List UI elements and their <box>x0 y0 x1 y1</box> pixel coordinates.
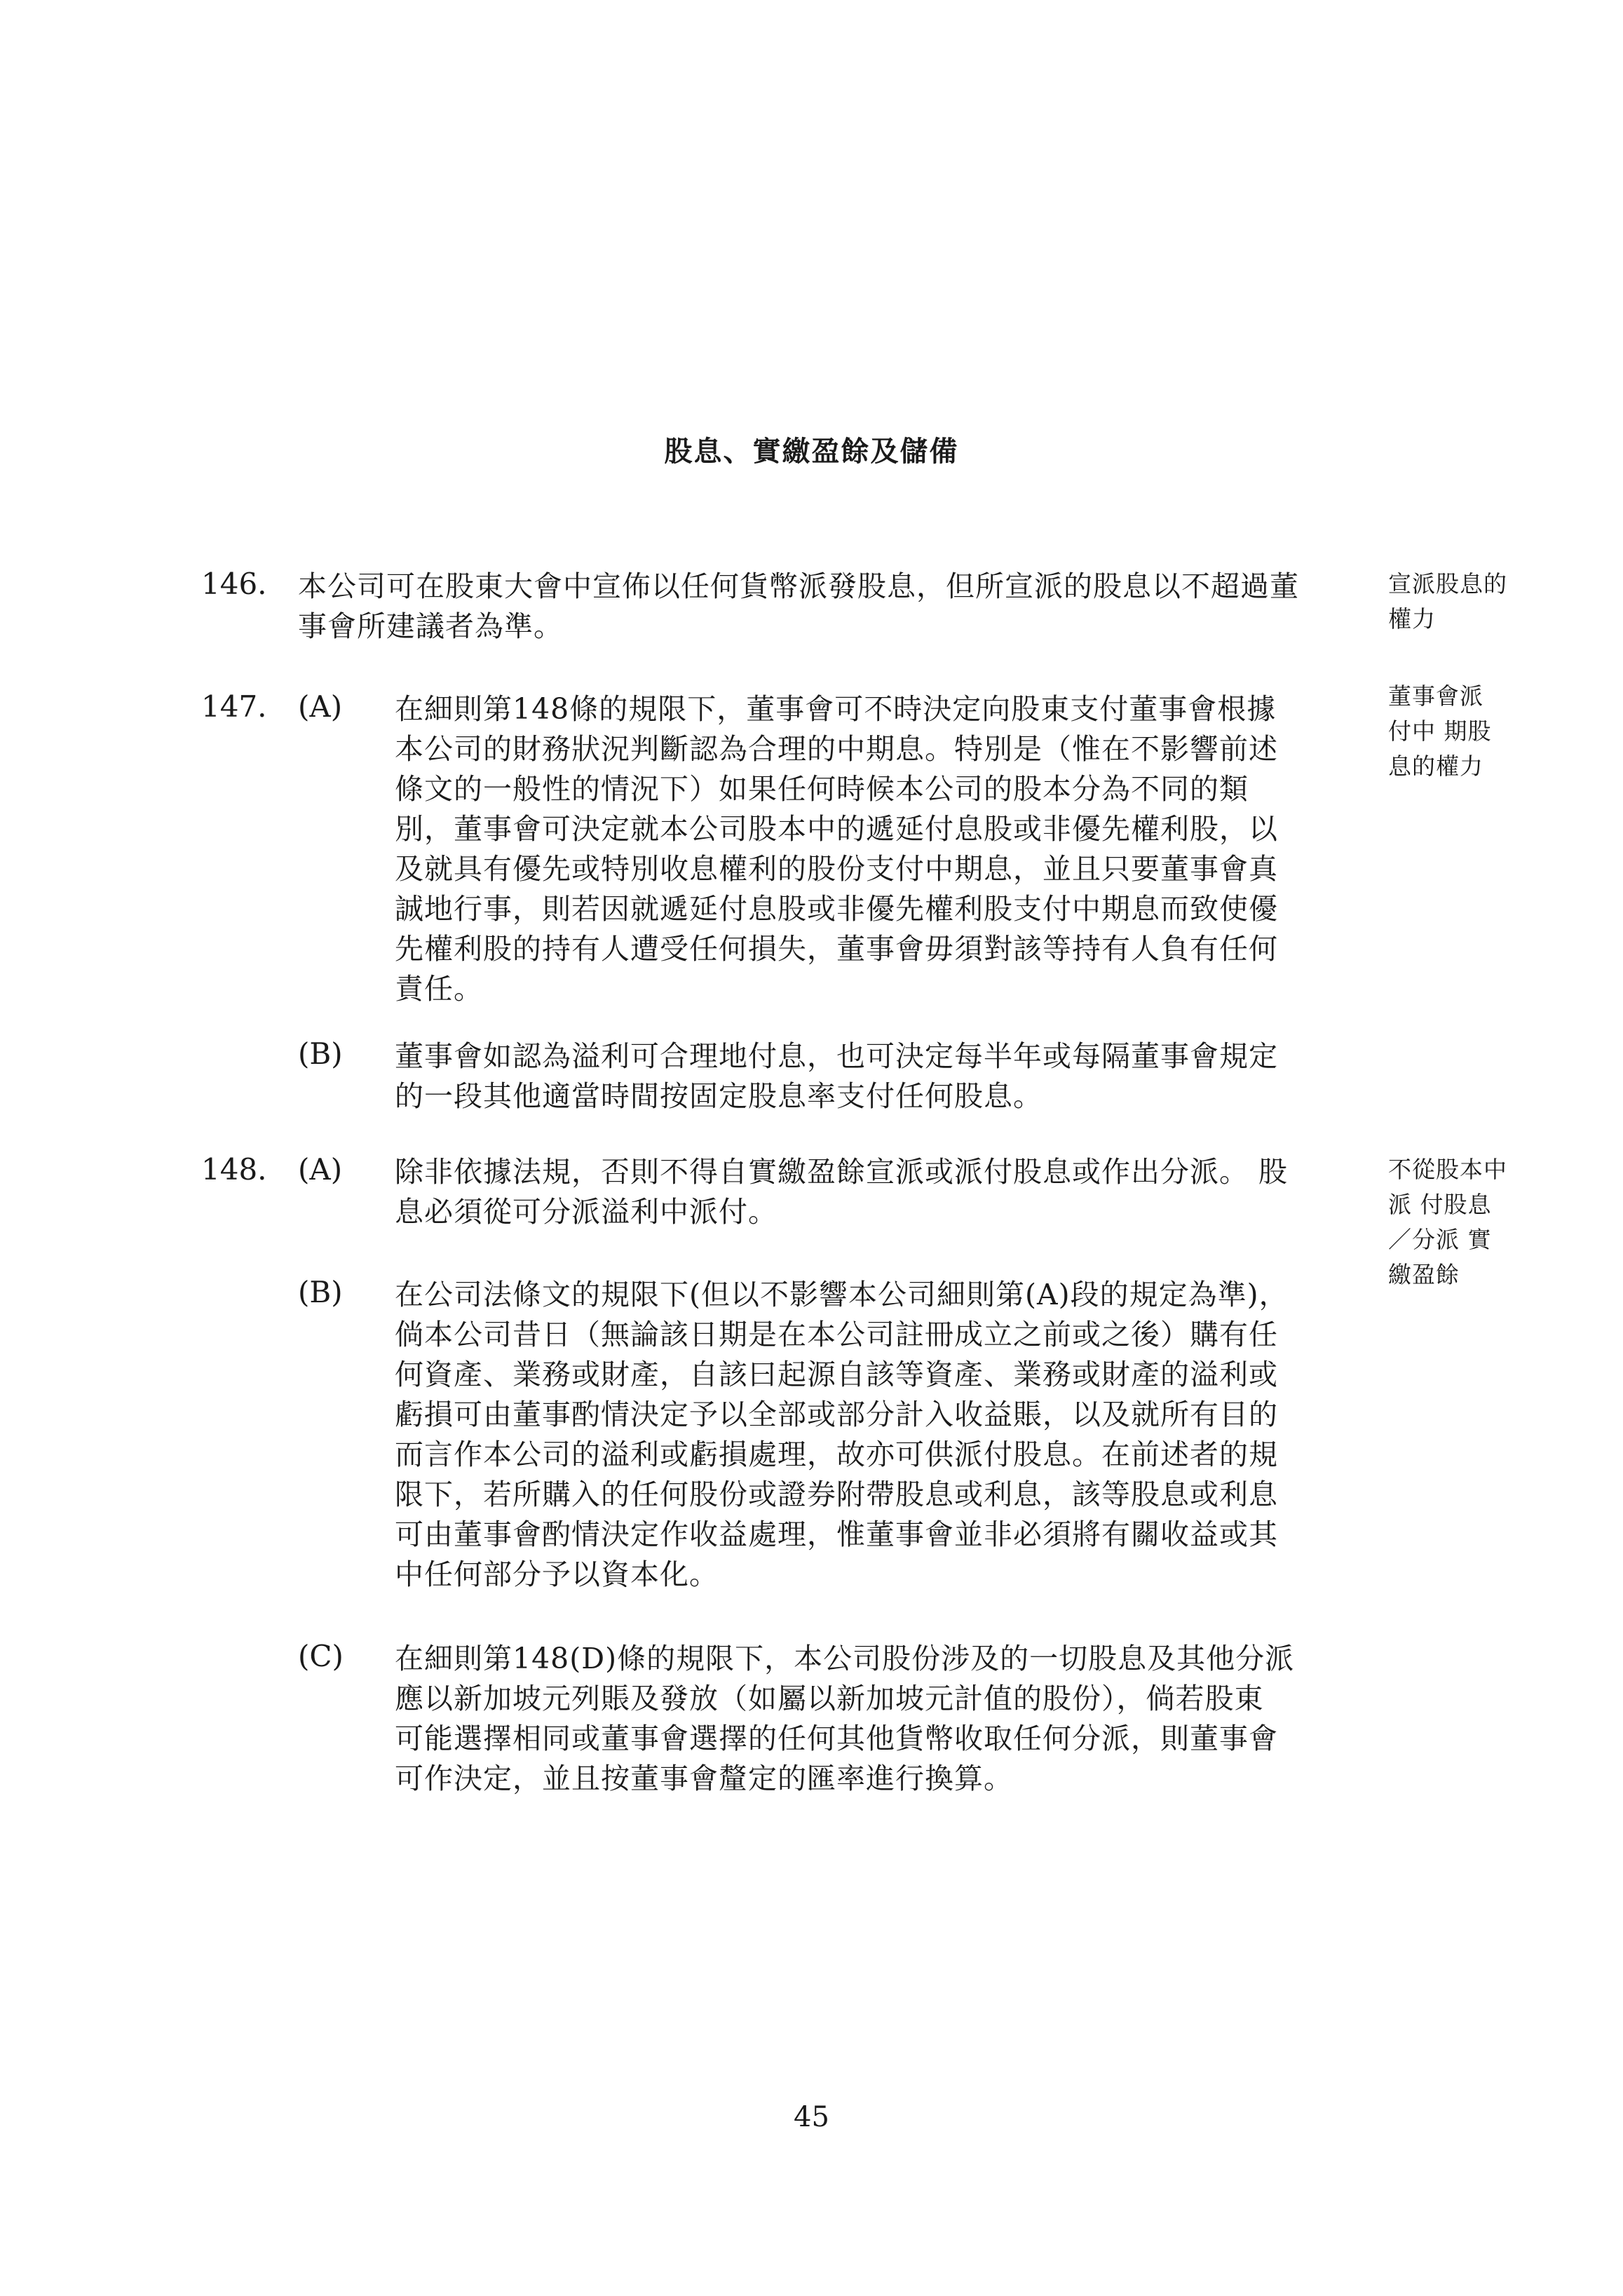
text-line: 可作決定，並且按董事會釐定的匯率進行換算。 <box>395 1762 1013 1795</box>
text-line: 應以新加坡元列賬及發放（如屬以新加坡元計值的股份），倘若股東 <box>395 1682 1264 1715</box>
text-line: 在公司法條文的規限下(但以不影響本公司細則第(A)段的規定為準)， <box>395 1278 1289 1311</box>
margin-note-line: 宣派股息的 <box>1388 570 1507 597</box>
text-line: 可能選擇相同或董事會選擇的任何其他貨幣收取任何分派，則董事會 <box>395 1722 1278 1755</box>
paragraph-label-147b: (B) <box>298 1036 343 1071</box>
margin-note-147 <box>1388 679 1492 784</box>
margin-note-line: 不從股本中 <box>1388 1156 1507 1183</box>
article-number-146: 146. <box>201 567 267 601</box>
paragraph-label-147a: (A) <box>298 689 343 724</box>
paragraph-label-148c: (C) <box>298 1639 344 1673</box>
margin-note-line: 董事會派 <box>1388 682 1483 710</box>
page-number: 45 <box>794 2101 829 2133</box>
text-line: 本公司的財務狀況判斷認為合理的中期息。特別是（惟在不影響前述 <box>395 732 1278 766</box>
margin-note-line: 息的權力 <box>1388 752 1483 780</box>
text-line: 可由董事會酌情決定作收益處理，惟董事會並非必須將有關收益或其 <box>395 1518 1278 1551</box>
paragraph-label-148b: (B) <box>298 1275 343 1309</box>
text-line: 而言作本公司的溢利或虧損處理，故亦可供派付股息。在前述者的規 <box>395 1438 1278 1471</box>
margin-note-line: 權力 <box>1388 605 1436 633</box>
text-line: 息必須從可分派溢利中派付。 <box>395 1195 777 1229</box>
text-line: 本公司可在股東大會中宣佈以任何貨幣派發股息，但所宣派的股息以不超過董 <box>298 569 1299 603</box>
text-line: 限下，若所購入的任何股份或證券附帶股息或利息，該等股息或利息 <box>395 1478 1278 1511</box>
text-line: 董事會如認為溢利可合理地付息，也可決定每半年或每隔董事會規定 <box>395 1039 1278 1073</box>
text-line: 先權利股的持有人遭受任何損失，董事會毋須對該等持有人負有任何 <box>395 932 1278 966</box>
text-line: 誠地行事，則若因就遞延付息股或非優先權利股支付中期息而致使優 <box>395 892 1278 926</box>
margin-note-148 <box>1388 1152 1507 1292</box>
article-147b-text <box>395 1036 1334 1116</box>
text-line: 事會所建議者為準。 <box>298 609 563 643</box>
article-146-text <box>298 567 1329 647</box>
article-148a-text <box>395 1152 1334 1232</box>
article-148c-text <box>395 1639 1334 1799</box>
text-line: 中任何部分予以資本化。 <box>395 1558 719 1591</box>
margin-note-line: 繳盈餘 <box>1388 1261 1460 1288</box>
text-line: 及就具有優先或特別收息權利的股份支付中期息，並且只要董事會真 <box>395 852 1278 886</box>
text-line: 虧損可由董事酌情決定予以全部或部分計入收益賬，以及就所有目的 <box>395 1398 1278 1431</box>
text-line: 在細則第148(D)條的規限下，本公司股份涉及的一切股息及其他分派 <box>395 1642 1295 1675</box>
text-line: 條文的一般性的情況下）如果任何時候本公司的股本分為不同的類 <box>395 772 1249 806</box>
text-line: 責任。 <box>395 972 483 1006</box>
section-title: 股息、實繳盈餘及儲備 <box>664 435 959 468</box>
article-148b-text <box>395 1275 1334 1595</box>
margin-note-line: 派 付股息 <box>1388 1191 1492 1218</box>
margin-note-line: ／分派 實 <box>1388 1226 1492 1253</box>
article-number-148: 148. <box>201 1152 267 1187</box>
article-number-147: 147. <box>201 689 267 724</box>
text-line: 在細則第148條的規限下，董事會可不時決定向股東支付董事會根據 <box>395 692 1277 726</box>
text-line: 的一段其他適當時間按固定股息率支付任何股息。 <box>395 1079 1043 1113</box>
text-line: 何資產、業務或財產，自該曰起源自該等資產、業務或財產的溢利或 <box>395 1358 1278 1391</box>
article-147a-text <box>395 689 1334 1009</box>
text-line: 倘本公司昔日（無論該日期是在本公司註冊成立之前或之後）購有任 <box>395 1318 1278 1351</box>
paragraph-label-148a: (A) <box>298 1152 343 1187</box>
margin-note-line: 付中 期股 <box>1388 717 1492 745</box>
text-line: 別，董事會可決定就本公司股本中的遞延付息股或非優先權利股，以 <box>395 812 1278 846</box>
margin-note-146 <box>1388 567 1507 637</box>
text-line: 除非依據法規，否則不得自實繳盈餘宣派或派付股息或作出分派。 股 <box>395 1155 1289 1189</box>
